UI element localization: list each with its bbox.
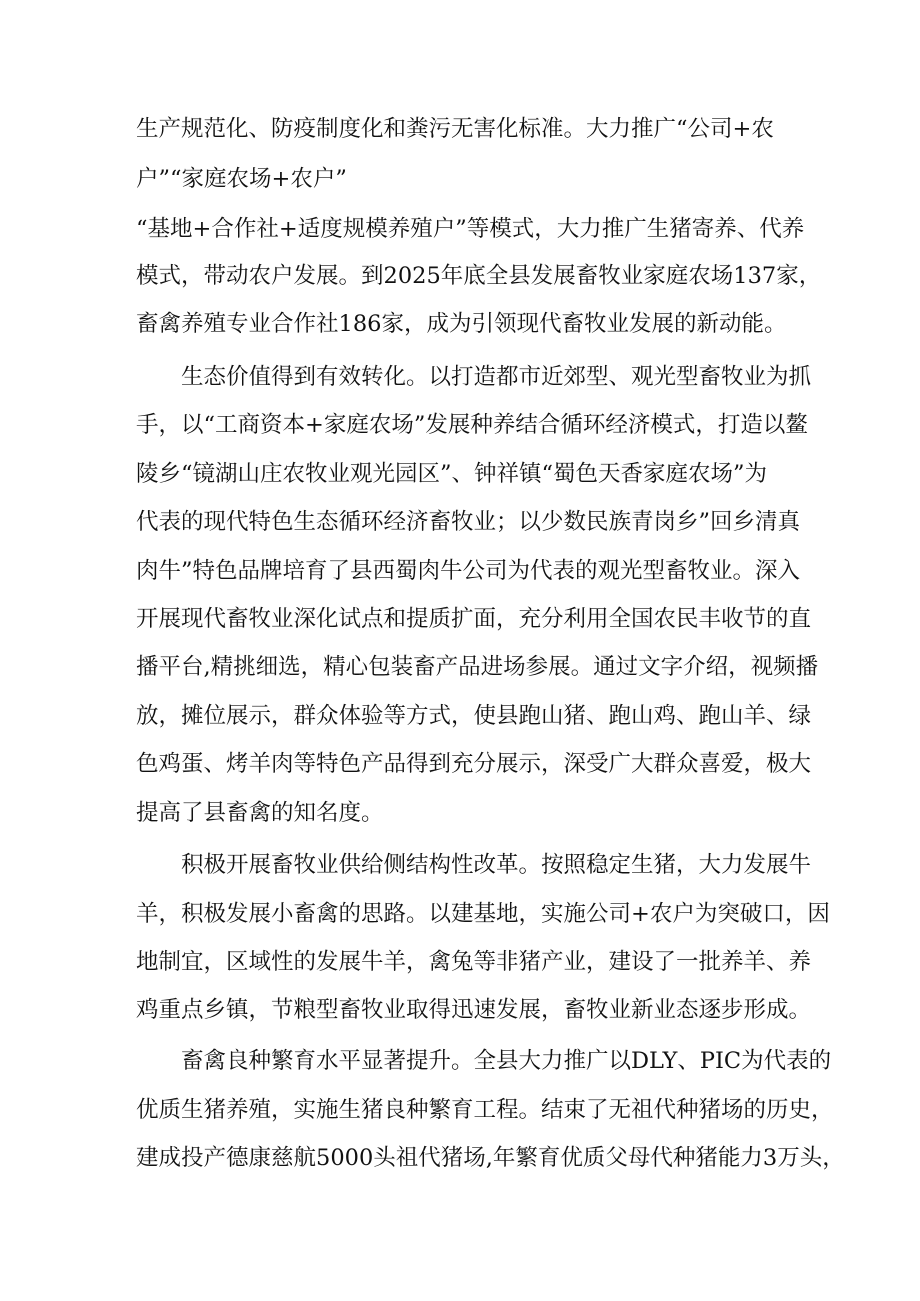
text-line: 生产规范化、防疫制度化和粪污无害化标准。大力推广“公司+农 xyxy=(136,116,774,142)
text-line: 优质生猪养殖，实施生猪良种繁育工程。结束了无祖代种猪场的历史， xyxy=(136,1097,834,1123)
text-line: 建成投产德康慈航5000头祖代猪场,年繁育优质父母代种猪能力3万头， xyxy=(136,1145,845,1171)
paragraph-first-line: 畜禽良种繁育水平显著提升。全县大力推广以DLY、PIC为代表的 xyxy=(181,1048,832,1074)
text-line: 放，摊位展示，群众体验等方式，使县跑山猪、跑山鸡、跑山羊、绿 xyxy=(136,703,812,729)
text-line: 羊，积极发展小畜禽的思路。以建基地，实施公司+农户为突破口，因 xyxy=(136,901,830,927)
text-line: 模式，带动农户发展。到2025年底全县发展畜牧业家庭农场137家， xyxy=(136,263,822,289)
text-line: 陵乡“镜湖山庄农牧业观光园区”、钟祥镇“蜀色天香家庭农场”为 xyxy=(136,461,768,487)
paragraph-first-line: 生态价值得到有效转化。以打造都市近郊型、观光型畜牧业为抓 xyxy=(181,364,812,390)
text-line: 开展现代畜牧业深化试点和提质扩面，充分利用全国农民丰收节的直 xyxy=(136,606,812,632)
text-line: 代表的现代特色生态循环经济畜牧业；以少数民族青岗乡”回乡清真 xyxy=(136,509,801,535)
text-line: 播平台,精挑细选，精心包装畜产品进场参展。通过文字介绍，视频播 xyxy=(136,654,819,680)
text-line: 地制宜，区域性的发展牛羊，禽兔等非猪产业，建设了一批养羊、养 xyxy=(136,949,812,975)
text-line: “基地+合作社+适度规模养殖户”等模式，大力推广生猪寄养、代养 xyxy=(136,216,805,242)
text-line: 手，以“工商资本+家庭农场”发展种养结合循环经济模式，打造以鳌 xyxy=(136,412,808,438)
text-line: 肉牛”特色品牌培育了县西蜀肉牛公司为代表的观光型畜牧业。深入 xyxy=(136,558,801,584)
text-line: 鸡重点乡镇，节粮型畜牧业取得迅速发展，畜牧业新业态逐步形成。 xyxy=(136,997,812,1023)
text-line: 提高了县畜禽的知名度。 xyxy=(136,800,384,826)
text-line: 户”“家庭农场+农户” xyxy=(136,166,347,192)
paragraph-first-line: 积极开展畜牧业供给侧结构性改革。按照稳定生猪，大力发展牛 xyxy=(181,852,812,878)
text-line: 色鸡蛋、烤羊肉等特色产品得到充分展示，深受广大群众喜爱，极大 xyxy=(136,751,812,777)
text-line: 畜禽养殖专业合作社186家，成为引领现代畜牧业发展的新动能。 xyxy=(136,311,787,337)
